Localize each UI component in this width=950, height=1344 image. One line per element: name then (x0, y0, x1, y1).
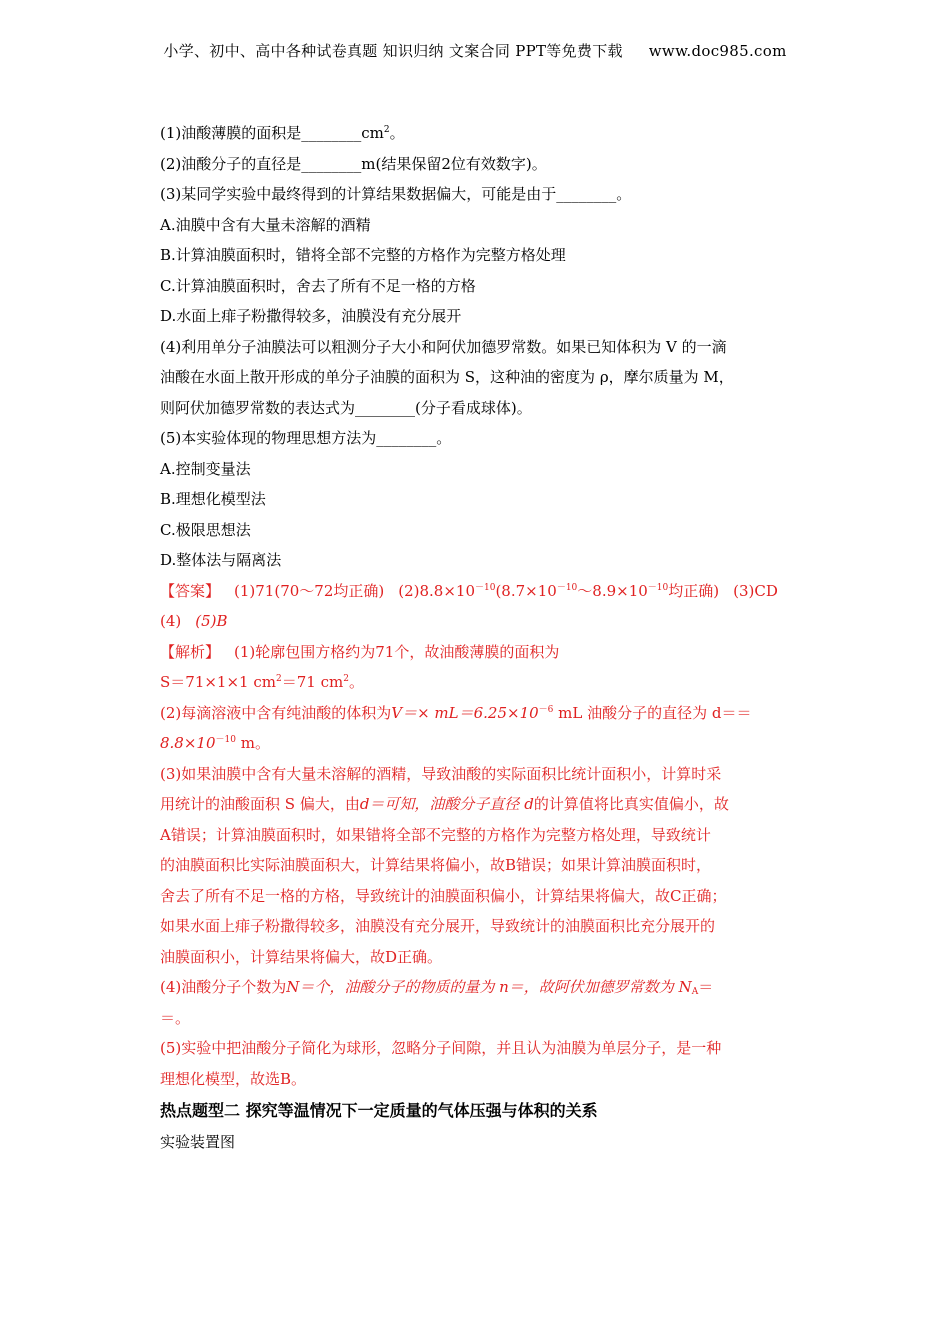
question-3-option-c: C.计算油膜面积时，舍去了所有不足一格的方格 (160, 276, 476, 295)
question-4-line-3: 则阿伏加德罗常数的表达式为________(分子看成球体)。 (160, 398, 532, 417)
question-1: (1)油酸薄膜的面积是$\_\_\_\_\_\_\_\_cm^2$。 (160, 124, 405, 142)
answer-line-2 (160, 606, 792, 637)
answer-3: (3)CD (733, 581, 778, 600)
header-site[interactable]: www.doc985.com (648, 42, 787, 60)
analysis-part-3-line-1: (3)如果油膜中含有大量未溶解的酒精，导致油酸的实际面积比统计面积小，计算时采 (160, 764, 722, 783)
analysis-part-2-line-1: (2)每滴溶液中含有纯油酸的体积为$V=\times mL=6.25\times 10^{-6}$ mL 油酸分子的直径为 d＝＝ (160, 703, 752, 722)
analysis-part-4-line-1: (4)油酸分子个数为N＝个，油酸分子的物质的量为 n＝，故阿伏加德罗常数为 $N_A=$ (160, 978, 714, 997)
answer-5: (5)B (195, 612, 228, 630)
section-heading: 热点题型二 探究等温情况下一定质量的气体压强与体积的关系 (160, 1101, 598, 1120)
question-5-option-b: B.理想化模型法 (160, 490, 266, 508)
question-3-option-d: D.水面上痱子粉撒得较多，油膜没有充分展开 (160, 307, 462, 325)
question-5: (5)本实验体现的物理思想方法为________。 (160, 429, 452, 447)
analysis-line-1: 【解析】 (1)轮廓包围方格约为71个，故油酸薄膜的面积为 (160, 642, 560, 661)
answer-1: (1)71(70～72均正确) (234, 581, 385, 600)
question-5-option-a: A.控制变量法 (160, 459, 251, 478)
analysis-line-2: S＝71×1×1 $cm^2=71$ $cm^2$。 (160, 673, 364, 691)
question-4-line-2: 油酸在水面上散开形成的单分子油膜的面积为 S，这种油的密度为 ρ，摩尔质量为 M， (160, 368, 734, 386)
question-4-line-1: (4)利用单分子油膜法可以粗测分子大小和阿伏加德罗常数。如果已知体积为 V 的一滴 (160, 337, 727, 356)
analysis-part-3-line-7: 油膜面积小，计算结果将偏大，故D正确。 (160, 947, 443, 966)
question-2: (2)油酸分子的直径是________m(结果保留2位有效数字)。 (160, 154, 547, 173)
document-body (160, 118, 792, 1157)
page-header (0, 40, 950, 61)
analysis-part-2-line-2: $8.8\times 10^{-10}$ m。 (160, 734, 270, 752)
answer-4: (4) (160, 612, 182, 630)
question-3-option-b: B.计算油膜面积时，错将全部不完整的方格作为完整方格处理 (160, 246, 566, 264)
answer-tag: 【答案】 (160, 581, 221, 600)
question-3-option-a: A.油膜中含有大量未溶解的酒精 (160, 215, 371, 234)
header-text: 小学、初中、高中各种试卷真题 知识归纳 文案合同 PPT等免费下载 (163, 42, 623, 60)
answer-2: $(2)8.8\times 10^{-10}(8.7\times 10^{-10}\sim 8.9\times 10^{-10}$均正确) (398, 581, 720, 600)
analysis-part-3-line-5: 舍去了所有不足一格的方格，导致统计的油膜面积偏小，计算结果将偏大，故C正确； (160, 886, 727, 905)
question-5-option-d: D.整体法与隔离法 (160, 551, 282, 569)
analysis-part-3-line-2: 用统计的油酸面积 S 偏大，由d＝可知，油酸分子直径 d的计算值将比真实值偏小，故 (160, 795, 729, 813)
figure-caption: 实验装置图 (160, 1132, 236, 1151)
analysis-part-4-line-2: ＝。 (160, 1008, 191, 1027)
analysis-part-3-line-4: 的油膜面积比实际油膜面积大，计算结果将偏小，故B错误；如果计算油膜面积时， (160, 856, 712, 874)
question-3: (3)某同学实验中最终得到的计算结果数据偏大，可能是由于________。 (160, 185, 632, 203)
question-5-option-c: C.极限思想法 (160, 520, 251, 539)
analysis-part-3-line-6: 如果水面上痱子粉撒得较多，油膜没有充分展开，导致统计的油膜面积比充分展开的 (160, 917, 716, 935)
analysis-tag: 【解析】 (160, 642, 221, 661)
analysis-part-3-line-3: A错误；计算油膜面积时，如果错将全部不完整的方格作为完整方格处理，导致统计 (160, 825, 711, 844)
analysis-part-5-line-1: (5)实验中把油酸分子简化为球形，忽略分子间隙，并且认为油膜为单层分子，是一种 (160, 1039, 722, 1057)
analysis-part-5-line-2: 理想化模型，故选B。 (160, 1069, 307, 1088)
answer-line-1 (160, 576, 792, 607)
